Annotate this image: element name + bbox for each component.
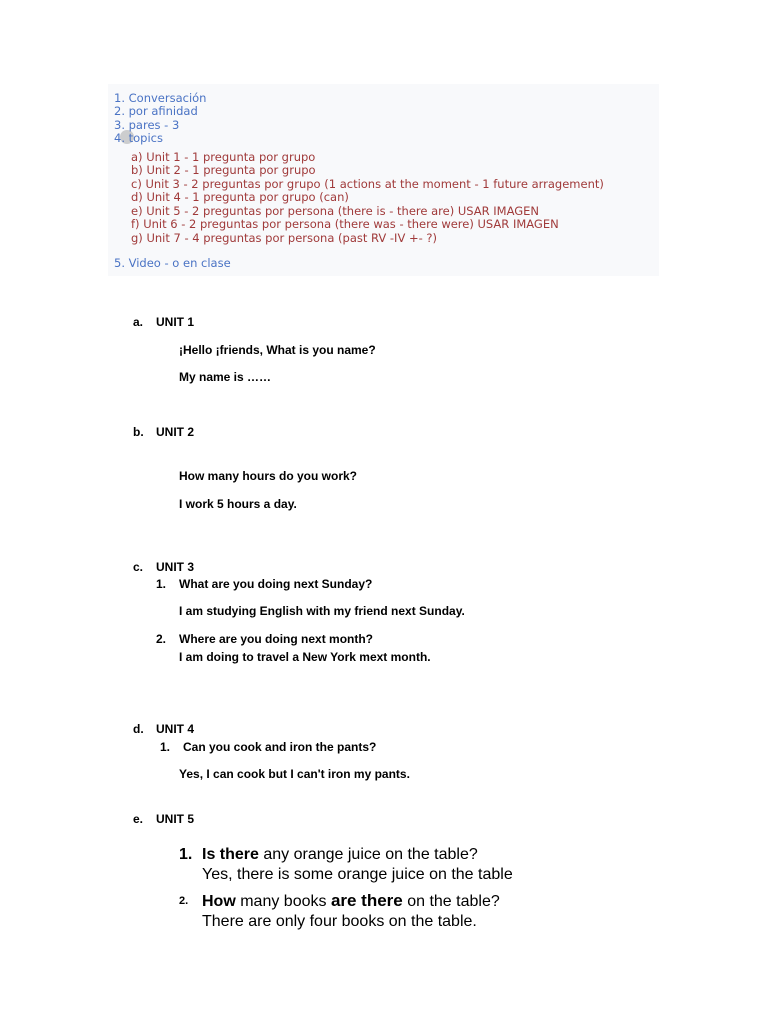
unit-title: UNIT 3 (156, 560, 195, 574)
outline-item-5: 5. Video - o en clase (114, 256, 231, 270)
unit-title: UNIT 2 (156, 425, 195, 439)
question: Where are you doing next month? (179, 632, 374, 646)
outline-item-4: 4. topics (114, 131, 163, 145)
answer: I am doing to travel a New York mext month. (179, 650, 431, 664)
answer: I am studying English with my friend next Sunday. (179, 604, 465, 618)
question-keyword: How (202, 893, 236, 910)
question-keyword: Is there (202, 846, 259, 863)
unit-marker: a. (133, 315, 144, 329)
question-mid: many books (235, 893, 331, 910)
unit-marker: b. (133, 425, 144, 439)
question: What are you doing next Sunday? (179, 577, 373, 591)
answer: There are only four books on the table. (202, 913, 477, 930)
outline-item-1: 1. Conversación (114, 91, 207, 105)
question-number: 1. (179, 846, 193, 863)
question-number: 1. (156, 577, 167, 591)
unit-title: UNIT 5 (156, 812, 195, 826)
question-rest: any orange juice on the table? (258, 846, 478, 863)
unit-marker: d. (133, 722, 144, 736)
question: ¡Hello ¡friends, What is you name? (179, 343, 376, 357)
topic-a: a) Unit 1 - 1 pregunta por grupo (131, 150, 316, 164)
outline-item-3: 3. pares - 3 (114, 118, 180, 132)
topic-f: f) Unit 6 - 2 preguntas por persona (there was - there were) USAR IMAGEN (131, 217, 559, 231)
unit-marker: e. (133, 812, 144, 826)
outline-image (108, 84, 659, 276)
topic-g: g) Unit 7 - 4 preguntas por persona (past RV -IV +- ?) (131, 231, 437, 245)
question-keyword: are there (330, 891, 403, 910)
unit-marker: c. (133, 560, 144, 574)
answer: Yes, I can cook but I can't iron my pants. (179, 767, 410, 781)
question-number: 2. (156, 632, 167, 646)
question-number: 1. (160, 740, 171, 754)
question (202, 891, 500, 911)
answer: My name is …… (179, 370, 272, 384)
question-rest: on the table? (402, 893, 500, 910)
unit-title: UNIT 1 (156, 315, 195, 329)
topic-b: b) Unit 2 - 1 pregunta por grupo (131, 163, 316, 177)
unit-title: UNIT 4 (156, 722, 195, 736)
topic-d: d) Unit 4 - 1 pregunta por grupo (can) (131, 190, 349, 204)
topic-c: c) Unit 3 - 2 preguntas por grupo (1 actions at the moment - 1 future arragement) (131, 177, 604, 191)
question (202, 846, 478, 864)
outline-item-2: 2. por afinidad (114, 104, 198, 118)
answer: Yes, there is some orange juice on the table (202, 866, 513, 883)
question: How many hours do you work? (179, 469, 358, 483)
question: Can you cook and iron the pants? (183, 740, 377, 754)
topic-e: e) Unit 5 - 2 preguntas por persona (there is - there are) USAR IMAGEN (131, 204, 540, 218)
answer: I work 5 hours a day. (179, 497, 297, 511)
question-number: 2. (179, 895, 189, 907)
